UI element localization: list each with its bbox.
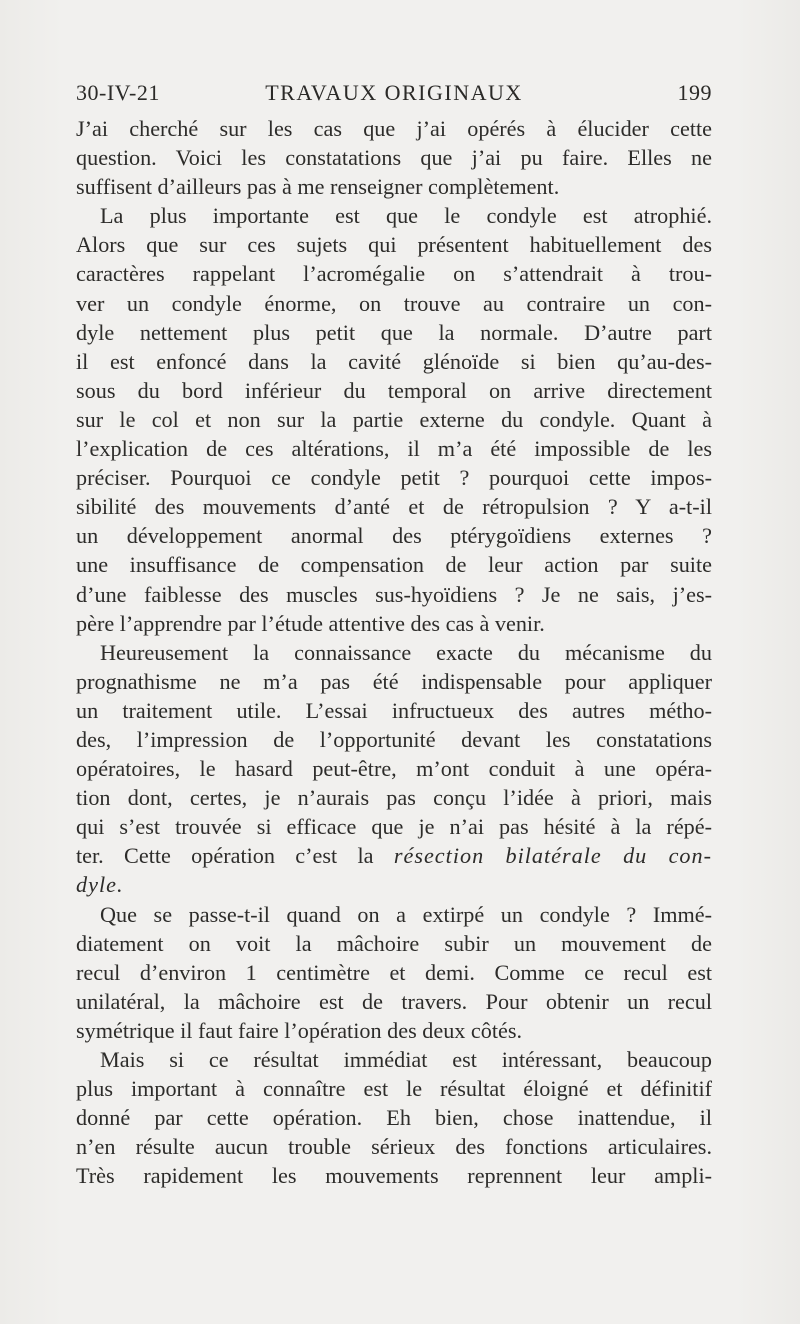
text-line: un développement anormal des ptérygoïdiens externes ? (76, 523, 712, 549)
text-line: opératoires, le hasard peut-être, m’ont conduit à une opéra- (76, 756, 712, 782)
text-line: Que se passe-t-il quand on a extirpé un condyle ? Immé- (100, 901, 712, 927)
page-number: 199 (677, 80, 712, 105)
text-line: ver un condyle énorme, on trouve au contraire un con- (76, 290, 712, 316)
text-line: J’ai cherché sur les cas que j’ai opérés à élucider cette (76, 116, 712, 141)
text-line (76, 841, 712, 870)
emphasis-run: dyle. (76, 872, 124, 898)
text-line: caractères rappelant l’acromégalie on s’attendrait à trou- (76, 261, 712, 287)
text-line: prognathisme ne m’a pas été indispensable pour appliquer (76, 668, 712, 694)
header-date: 30-IV-21 (76, 80, 160, 105)
text-line: donné par cette opération. Eh bien, chose inattendue, il (76, 1105, 712, 1131)
text-line: un traitement utile. L’essai infructueux des autres métho- (76, 697, 712, 723)
text-line: d’une faiblesse des muscles sus-hyoïdiens ? Je ne sais, j’es- (76, 581, 712, 607)
text-line: préciser. Pourquoi ce condyle petit ? pourquoi cette impos- (76, 465, 712, 491)
text-line: une insuffisance de compensation de leur action par suite (76, 552, 712, 578)
text-line: sibilité des mouvements d’anté et de rétropulsion ? Y a-t-il (76, 494, 712, 520)
text-line: La plus importante est que le condyle est atrophié. (100, 203, 712, 229)
text-line: dyle nettement plus petit que la normale. D’autre part (76, 319, 712, 345)
text-line: sous du bord inférieur du temporal on arrive directement (76, 377, 712, 403)
text-line: tion dont, certes, je n’aurais pas conçu l’idée à priori, mais (76, 785, 712, 811)
text-line: n’en résulte aucun trouble sérieux des fonctions articulaires. (76, 1134, 712, 1160)
text-line: Heureusement la connaissance exacte du mécanisme du (100, 639, 712, 665)
emphasis-run: résection bilatérale du con- (393, 843, 713, 869)
text-line: diatement on voit la mâchoire subir un mouvement de (76, 930, 712, 956)
text-run: ter. Cette opération c’est la (76, 843, 374, 869)
text-line: question. Voici les constatations que j’ai pu faire. Elles ne (76, 145, 712, 171)
text-line: plus important à connaître est le résultat éloigné et définitif (76, 1076, 712, 1102)
text-line: symétrique il faut faire l’opération des deux côtés. (76, 1017, 523, 1043)
text-line: unilatéral, la mâchoire est de travers. Pour obtenir un recul (76, 988, 712, 1014)
text-line: Alors que sur ces sujets qui présentent habituellement des (76, 232, 712, 258)
text-line: recul d’environ 1 centimètre et demi. Comme ce recul est (76, 959, 712, 985)
text-line: Très rapidement les mouvements reprennent leur ampli- (76, 1163, 712, 1189)
text-line: qui s’est trouvée si efficace que je n’ai pas hésité à la répé- (76, 814, 712, 840)
text-line: sur le col et non sur la partie externe du condyle. Quant à (76, 406, 712, 432)
text-line: père l’apprendre par l’étude attentive des cas à venir. (76, 610, 545, 636)
text-line: l’explication de ces altérations, il m’a été impossible de les (76, 436, 712, 462)
body-text (76, 114, 712, 1190)
text-line: des, l’impression de l’opportunité devant les constatations (76, 726, 712, 752)
header-title: TRAVAUX ORIGINAUX (265, 80, 523, 105)
text-line: Mais si ce résultat immédiat est intéressant, beaucoup (100, 1047, 712, 1072)
running-header (76, 80, 712, 110)
text-line (76, 870, 712, 899)
text-line: suffisent d’ailleurs pas à me renseigner complètement. (76, 174, 560, 200)
text-line: il est enfoncé dans la cavité glénoïde si bien qu’au-des- (76, 348, 712, 374)
